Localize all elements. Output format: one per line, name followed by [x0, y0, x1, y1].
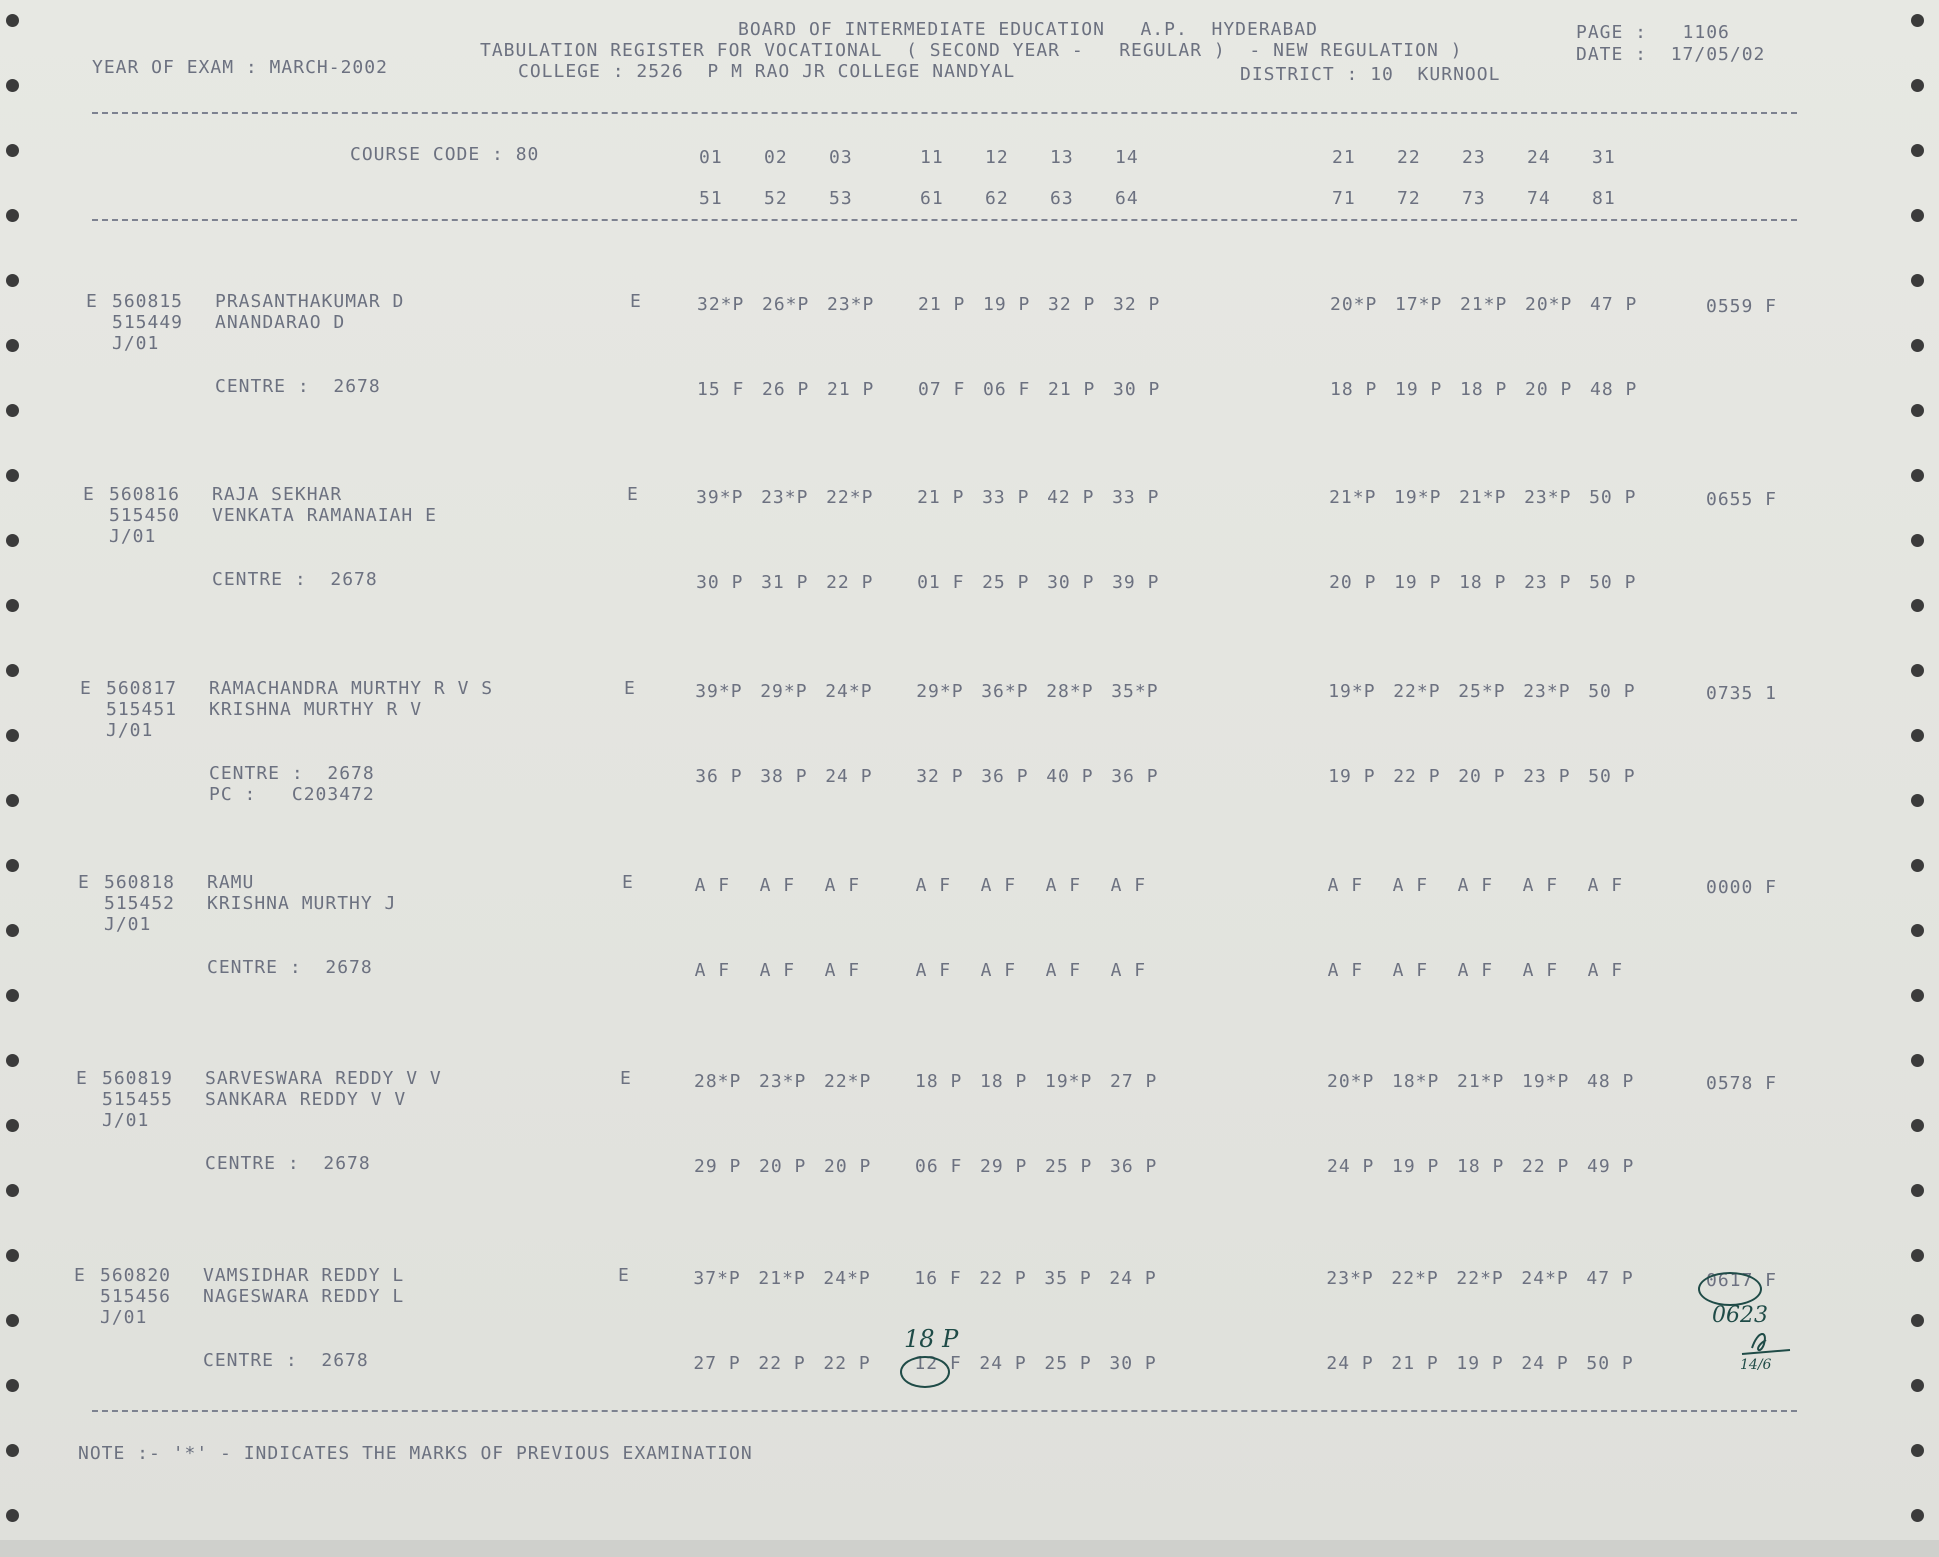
mark-first-attempt: 23*P — [761, 487, 809, 508]
column-number: 71 — [1332, 188, 1356, 209]
column-number: 61 — [920, 188, 944, 209]
perforation-hole — [6, 859, 19, 872]
mark-first-attempt: 23*P — [827, 294, 875, 315]
column-number: 74 — [1527, 188, 1551, 209]
course-code: COURSE CODE : 80 — [350, 144, 540, 165]
handwritten-correction: 18 P — [904, 1325, 959, 1353]
pc-number: PC : C203472 — [209, 784, 375, 805]
mark-second-attempt: 36 P — [981, 766, 1029, 787]
column-number: 03 — [829, 147, 853, 168]
mark-second-attempt: A F — [1045, 960, 1082, 981]
centre-code: CENTRE : 2678 — [203, 1350, 369, 1371]
medium: E — [622, 872, 634, 893]
mark-second-attempt: A F — [1327, 960, 1364, 981]
medium: E — [618, 1265, 630, 1286]
mark-second-attempt: 18 P — [1330, 379, 1378, 400]
mark-first-attempt: 50 P — [1589, 487, 1637, 508]
mark-second-attempt: 15 F — [697, 379, 745, 400]
mark-second-attempt: 25 P — [982, 572, 1030, 593]
perforation-hole — [1911, 144, 1924, 157]
mark-second-attempt: 24 P — [1326, 1353, 1374, 1374]
mark-second-attempt: 24 P — [825, 766, 873, 787]
mark-second-attempt: 29 P — [980, 1156, 1028, 1177]
total-result: 0578 F — [1706, 1073, 1778, 1094]
mark-first-attempt: 27 P — [1110, 1071, 1158, 1092]
perforation-hole — [6, 534, 19, 547]
mark-second-attempt: 25 P — [1044, 1353, 1092, 1374]
mark-second-attempt: 26 P — [762, 379, 810, 400]
group-code: J/01 — [106, 720, 154, 741]
mark-first-attempt: 24*P — [823, 1268, 871, 1289]
mark-first-attempt: 19*P — [1522, 1071, 1570, 1092]
mark-second-attempt: 24 P — [979, 1353, 1027, 1374]
district-name: DISTRICT : 10 KURNOOL — [1240, 64, 1501, 85]
mark-first-attempt: A F — [694, 875, 731, 896]
mark-first-attempt: 39*P — [696, 487, 744, 508]
centre-code: CENTRE : 2678 — [209, 763, 375, 784]
perforation-hole — [1911, 339, 1924, 352]
perforation-hole — [6, 794, 19, 807]
mark-first-attempt: 21*P — [758, 1268, 806, 1289]
mark-first-attempt: 22*P — [1391, 1268, 1439, 1289]
print-date: DATE : 17/05/02 — [1576, 44, 1766, 65]
mark-second-attempt: 50 P — [1589, 572, 1637, 593]
mark-second-attempt: 27 P — [693, 1353, 741, 1374]
mark-first-attempt: A F — [1327, 875, 1364, 896]
mark-first-attempt: 20*P — [1525, 294, 1573, 315]
group-code: J/01 — [100, 1307, 148, 1328]
mark-second-attempt: 29 P — [694, 1156, 742, 1177]
mark-second-attempt: 24 P — [1521, 1353, 1569, 1374]
footer-rule — [92, 1410, 1797, 1412]
mark-second-attempt: 32 P — [916, 766, 964, 787]
mark-first-attempt: 24*P — [825, 681, 873, 702]
mark-second-attempt: 24 P — [1327, 1156, 1375, 1177]
perforation-hole — [1911, 1184, 1924, 1197]
mark-first-attempt: 22*P — [1456, 1268, 1504, 1289]
mark-second-attempt: 18 P — [1460, 379, 1508, 400]
column-number: 14 — [1115, 147, 1139, 168]
mark-first-attempt: 32 P — [1113, 294, 1161, 315]
column-number: 13 — [1050, 147, 1074, 168]
perforation-hole — [1911, 274, 1924, 287]
mark-first-attempt: A F — [1110, 875, 1147, 896]
centre-code: CENTRE : 2678 — [212, 569, 378, 590]
mark-first-attempt: 33 P — [982, 487, 1030, 508]
mark-second-attempt: A F — [1587, 960, 1624, 981]
mark-second-attempt: 20 P — [1329, 572, 1377, 593]
mark-first-attempt: A F — [1392, 875, 1429, 896]
perforation-hole — [6, 469, 19, 482]
mark-first-attempt: 22 P — [979, 1268, 1027, 1289]
mark-first-attempt: 47 P — [1590, 294, 1638, 315]
mark-second-attempt: 39 P — [1112, 572, 1160, 593]
student-id: 515449 — [112, 312, 184, 333]
column-number: 53 — [829, 188, 853, 209]
mark-first-attempt: A F — [1587, 875, 1624, 896]
mark-first-attempt: 21 P — [917, 487, 965, 508]
perforation-hole — [6, 1119, 19, 1132]
perforation-hole — [1911, 1379, 1924, 1392]
mark-second-attempt: 21 P — [1391, 1353, 1439, 1374]
record-prefix: E — [78, 872, 90, 893]
mark-second-attempt: 06 F — [915, 1156, 963, 1177]
total-result: 0735 1 — [1706, 683, 1778, 704]
perforation-hole — [1911, 924, 1924, 937]
perforation-hole — [6, 1444, 19, 1457]
column-number: 12 — [985, 147, 1009, 168]
mark-first-attempt: A F — [1045, 875, 1082, 896]
perforation-hole — [6, 599, 19, 612]
mark-first-attempt: 18 P — [980, 1071, 1028, 1092]
mark-first-attempt: 16 F — [914, 1268, 962, 1289]
perforation-hole — [1911, 469, 1924, 482]
centre-code: CENTRE : 2678 — [207, 957, 373, 978]
roll-number: 560817 — [106, 678, 178, 699]
mark-first-attempt: 39*P — [695, 681, 743, 702]
perforation-hole — [6, 924, 19, 937]
perforation-hole — [6, 1249, 19, 1262]
perforation-hole — [6, 274, 19, 287]
perforation-hole — [6, 79, 19, 92]
father-name: KRISHNA MURTHY R V — [209, 699, 423, 720]
mark-first-attempt: 50 P — [1588, 681, 1636, 702]
mark-second-attempt: 18 P — [1459, 572, 1507, 593]
column-number: 81 — [1592, 188, 1616, 209]
mark-second-attempt: 20 P — [759, 1156, 807, 1177]
mark-first-attempt: 19*P — [1045, 1071, 1093, 1092]
mark-second-attempt: 48 P — [1590, 379, 1638, 400]
perforation-hole — [6, 14, 19, 27]
student-name: RAMU — [207, 872, 255, 893]
record-prefix: E — [76, 1068, 88, 1089]
mark-second-attempt: 18 P — [1457, 1156, 1505, 1177]
mark-second-attempt: 49 P — [1587, 1156, 1635, 1177]
perforation-hole — [1911, 209, 1924, 222]
mark-second-attempt: 30 P — [696, 572, 744, 593]
mark-first-attempt: 20*P — [1327, 1071, 1375, 1092]
mark-second-attempt: A F — [980, 960, 1017, 981]
group-code: J/01 — [104, 914, 152, 935]
total-result: 0655 F — [1706, 489, 1778, 510]
mark-second-attempt: 25 P — [1045, 1156, 1093, 1177]
circled-mark — [900, 1356, 950, 1388]
student-name: VAMSIDHAR REDDY L — [203, 1265, 405, 1286]
student-id: 515450 — [109, 505, 181, 526]
perforation-hole — [1911, 664, 1924, 677]
mark-first-attempt: 37*P — [693, 1268, 741, 1289]
perforation-hole — [6, 1314, 19, 1327]
father-name: VENKATA RAMANAIAH E — [212, 505, 437, 526]
mark-first-attempt: 29*P — [916, 681, 964, 702]
column-number: 63 — [1050, 188, 1074, 209]
column-number: 52 — [764, 188, 788, 209]
mark-first-attempt: A F — [759, 875, 796, 896]
total-result: 0000 F — [1706, 877, 1778, 898]
mark-first-attempt: 21*P — [1459, 487, 1507, 508]
mark-first-attempt: A F — [915, 875, 952, 896]
column-number: 51 — [699, 188, 723, 209]
mark-first-attempt: 33 P — [1112, 487, 1160, 508]
column-number: 24 — [1527, 147, 1551, 168]
mark-second-attempt: 01 F — [917, 572, 965, 593]
mark-second-attempt: 19 P — [1394, 572, 1442, 593]
left-perforation — [6, 0, 26, 1540]
mark-second-attempt: A F — [1110, 960, 1147, 981]
student-name: RAJA SEKHAR — [212, 484, 343, 505]
board-title: BOARD OF INTERMEDIATE EDUCATION A.P. HYDERABAD — [738, 19, 1319, 40]
mark-first-attempt: 36*P — [981, 681, 1029, 702]
mark-first-attempt: 21*P — [1457, 1071, 1505, 1092]
header-rule-bottom — [92, 219, 1797, 221]
mark-second-attempt: 22 P — [1522, 1156, 1570, 1177]
student-id: 515452 — [104, 893, 176, 914]
perforation-hole — [6, 144, 19, 157]
column-number: 64 — [1115, 188, 1139, 209]
mark-second-attempt: 07 F — [918, 379, 966, 400]
roll-number: 560815 — [112, 291, 184, 312]
mark-second-attempt: A F — [1522, 960, 1559, 981]
mark-first-attempt: A F — [824, 875, 861, 896]
roll-number: 560818 — [104, 872, 176, 893]
page-number: PAGE : 1106 — [1576, 22, 1730, 43]
mark-second-attempt: A F — [759, 960, 796, 981]
column-number: 11 — [920, 147, 944, 168]
mark-first-attempt: 23*P — [759, 1071, 807, 1092]
student-name: RAMACHANDRA MURTHY R V S — [209, 678, 494, 699]
mark-second-attempt: 22 P — [826, 572, 874, 593]
mark-second-attempt: A F — [915, 960, 952, 981]
mark-first-attempt: 19*P — [1328, 681, 1376, 702]
mark-second-attempt: 23 P — [1523, 766, 1571, 787]
mark-first-attempt: 18*P — [1392, 1071, 1440, 1092]
mark-second-attempt: A F — [1392, 960, 1429, 981]
mark-first-attempt: A F — [1522, 875, 1559, 896]
mark-first-attempt: 19*P — [1394, 487, 1442, 508]
perforation-hole — [6, 664, 19, 677]
mark-second-attempt: 20 P — [1458, 766, 1506, 787]
year-of-exam: YEAR OF EXAM : MARCH-2002 — [92, 57, 388, 78]
mark-first-attempt: 22*P — [826, 487, 874, 508]
column-number: 62 — [985, 188, 1009, 209]
mark-first-attempt: 23*P — [1326, 1268, 1374, 1289]
centre-code: CENTRE : 2678 — [215, 376, 381, 397]
perforation-hole — [1911, 404, 1924, 417]
perforation-hole — [1911, 599, 1924, 612]
mark-first-attempt: 32 P — [1048, 294, 1096, 315]
mark-first-attempt: 24*P — [1521, 1268, 1569, 1289]
perforation-hole — [1911, 14, 1924, 27]
student-name: SARVESWARA REDDY V V — [205, 1068, 442, 1089]
medium: E — [624, 678, 636, 699]
mark-second-attempt: 50 P — [1586, 1353, 1634, 1374]
right-perforation — [1911, 0, 1931, 1540]
mark-first-attempt: 21 P — [918, 294, 966, 315]
mark-first-attempt: 35 P — [1044, 1268, 1092, 1289]
mark-first-attempt: A F — [980, 875, 1017, 896]
total-result: 0559 F — [1706, 296, 1778, 317]
mark-second-attempt: 36 P — [1111, 766, 1159, 787]
mark-first-attempt: 47 P — [1586, 1268, 1634, 1289]
perforation-hole — [6, 1509, 19, 1522]
perforation-hole — [6, 1054, 19, 1067]
mark-first-attempt: 32*P — [697, 294, 745, 315]
record-prefix: E — [86, 291, 98, 312]
mark-first-attempt: 23*P — [1524, 487, 1572, 508]
mark-first-attempt: 29*P — [760, 681, 808, 702]
mark-second-attempt: 50 P — [1588, 766, 1636, 787]
mark-second-attempt: A F — [694, 960, 731, 981]
footnote: NOTE :- '*' - INDICATES THE MARKS OF PREVIOUS EXAMINATION — [78, 1443, 753, 1464]
mark-first-attempt: A F — [1457, 875, 1494, 896]
mark-first-attempt: 28*P — [694, 1071, 742, 1092]
father-name: ANANDARAO D — [215, 312, 346, 333]
mark-second-attempt: 19 P — [1456, 1353, 1504, 1374]
mark-second-attempt: A F — [1457, 960, 1494, 981]
mark-first-attempt: 24 P — [1109, 1268, 1157, 1289]
column-number: 23 — [1462, 147, 1486, 168]
roll-number: 560819 — [102, 1068, 174, 1089]
mark-second-attempt: 31 P — [761, 572, 809, 593]
group-code: J/01 — [102, 1110, 150, 1131]
record-prefix: E — [80, 678, 92, 699]
perforation-hole — [6, 989, 19, 1002]
mark-second-attempt: 40 P — [1046, 766, 1094, 787]
perforation-hole — [6, 404, 19, 417]
handwritten-new-total: 0623 — [1712, 1303, 1768, 1328]
mark-second-attempt: 19 P — [1395, 379, 1443, 400]
mark-second-attempt: 30 P — [1109, 1353, 1157, 1374]
college-name: COLLEGE : 2526 P M RAO JR COLLEGE NANDYAL — [518, 61, 1016, 82]
header-rule-top — [92, 112, 1797, 114]
group-code: J/01 — [109, 526, 157, 547]
column-number: 02 — [764, 147, 788, 168]
column-number: 21 — [1332, 147, 1356, 168]
column-number: 73 — [1462, 188, 1486, 209]
mark-first-attempt: 42 P — [1047, 487, 1095, 508]
mark-second-attempt: 30 P — [1047, 572, 1095, 593]
record-prefix: E — [74, 1265, 86, 1286]
father-name: KRISHNA MURTHY J — [207, 893, 397, 914]
mark-first-attempt: 18 P — [915, 1071, 963, 1092]
mark-second-attempt: A F — [824, 960, 861, 981]
column-number: 31 — [1592, 147, 1616, 168]
mark-second-attempt: 36 P — [1110, 1156, 1158, 1177]
medium: E — [630, 291, 642, 312]
perforation-hole — [1911, 1054, 1924, 1067]
mark-second-attempt: 20 P — [1525, 379, 1573, 400]
perforation-hole — [1911, 859, 1924, 872]
medium: E — [620, 1068, 632, 1089]
register-title: TABULATION REGISTER FOR VOCATIONAL ( SECOND YEAR - REGULAR ) - NEW REGULATION ) — [480, 40, 1463, 61]
medium: E — [627, 484, 639, 505]
perforation-hole — [1911, 534, 1924, 547]
mark-second-attempt: 19 P — [1328, 766, 1376, 787]
mark-first-attempt: 22*P — [824, 1071, 872, 1092]
perforation-hole — [1911, 1444, 1924, 1457]
perforation-hole — [6, 209, 19, 222]
perforation-hole — [6, 729, 19, 742]
mark-second-attempt: 21 P — [827, 379, 875, 400]
mark-first-attempt: 22*P — [1393, 681, 1441, 702]
perforation-hole — [1911, 729, 1924, 742]
handwritten-date: 14/6 — [1740, 1357, 1772, 1373]
student-name: PRASANTHAKUMAR D — [215, 291, 405, 312]
mark-second-attempt: 12 F — [914, 1353, 962, 1374]
mark-first-attempt: 28*P — [1046, 681, 1094, 702]
roll-number: 560816 — [109, 484, 181, 505]
student-id: 515451 — [106, 699, 178, 720]
mark-first-attempt: 19 P — [983, 294, 1031, 315]
father-name: NAGESWARA REDDY L — [203, 1286, 405, 1307]
mark-first-attempt: 48 P — [1587, 1071, 1635, 1092]
perforation-hole — [1911, 989, 1924, 1002]
centre-code: CENTRE : 2678 — [205, 1153, 371, 1174]
mark-first-attempt: 17*P — [1395, 294, 1443, 315]
mark-second-attempt: 38 P — [760, 766, 808, 787]
column-number: 01 — [699, 147, 723, 168]
student-id: 515456 — [100, 1286, 172, 1307]
mark-second-attempt: 19 P — [1392, 1156, 1440, 1177]
student-id: 515455 — [102, 1089, 174, 1110]
mark-first-attempt: 21*P — [1460, 294, 1508, 315]
mark-first-attempt: 35*P — [1111, 681, 1159, 702]
column-number: 72 — [1397, 188, 1421, 209]
mark-first-attempt: 25*P — [1458, 681, 1506, 702]
perforation-hole — [6, 339, 19, 352]
mark-second-attempt: 22 P — [1393, 766, 1441, 787]
circled-total — [1698, 1272, 1762, 1306]
record-prefix: E — [83, 484, 95, 505]
perforation-hole — [1911, 1119, 1924, 1132]
mark-second-attempt: 30 P — [1113, 379, 1161, 400]
roll-number: 560820 — [100, 1265, 172, 1286]
mark-second-attempt: 23 P — [1524, 572, 1572, 593]
perforation-hole — [1911, 1314, 1924, 1327]
perforation-hole — [1911, 79, 1924, 92]
perforation-hole — [6, 1184, 19, 1197]
perforation-hole — [1911, 1249, 1924, 1262]
total-result: 0617 F — [1706, 1270, 1778, 1291]
mark-second-attempt: 36 P — [695, 766, 743, 787]
mark-second-attempt: 22 P — [823, 1353, 871, 1374]
perforation-hole — [1911, 794, 1924, 807]
mark-first-attempt: 21*P — [1329, 487, 1377, 508]
mark-second-attempt: 22 P — [758, 1353, 806, 1374]
mark-first-attempt: 23*P — [1523, 681, 1571, 702]
mark-second-attempt: 06 F — [983, 379, 1031, 400]
group-code: J/01 — [112, 333, 160, 354]
mark-first-attempt: 26*P — [762, 294, 810, 315]
column-number: 22 — [1397, 147, 1421, 168]
mark-second-attempt: 21 P — [1048, 379, 1096, 400]
mark-first-attempt: 20*P — [1330, 294, 1378, 315]
perforation-hole — [1911, 1509, 1924, 1522]
mark-second-attempt: 20 P — [824, 1156, 872, 1177]
perforation-hole — [6, 1379, 19, 1392]
father-name: SANKARA REDDY V V — [205, 1089, 407, 1110]
